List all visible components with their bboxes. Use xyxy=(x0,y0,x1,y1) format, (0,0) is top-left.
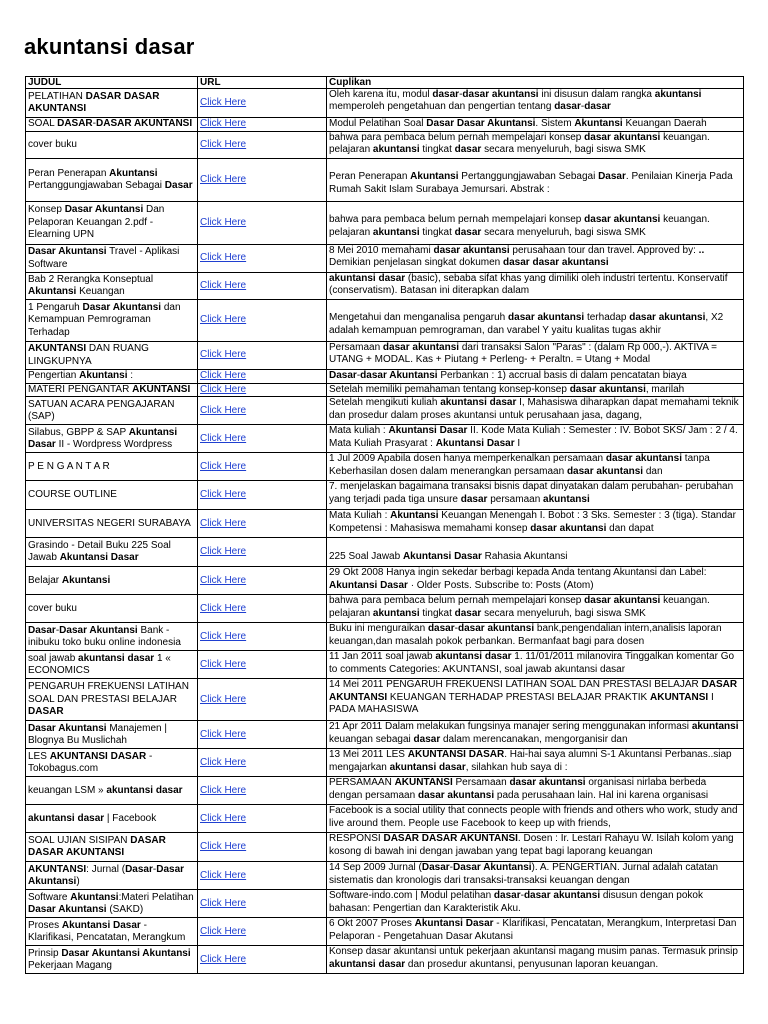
click-here-link[interactable]: Click Here xyxy=(200,384,247,395)
click-here-link[interactable]: Click Here xyxy=(200,314,247,326)
table-row xyxy=(26,777,744,805)
row-judul: Peran Penerapan Akuntansi Pertanggungjawaban Sebagai Dasar xyxy=(26,159,198,202)
table-row xyxy=(26,425,744,453)
row-judul: UNIVERSITAS NEGERI SURABAYA xyxy=(26,510,198,538)
row-url-cell xyxy=(198,132,327,159)
row-judul: 1 Pengaruh Dasar Akuntansi dan Kemampuan Pemrograman Terhadap xyxy=(26,300,198,342)
click-here-link[interactable]: Click Here xyxy=(200,546,247,558)
click-here-link[interactable]: Click Here xyxy=(200,602,247,614)
row-url-cell xyxy=(198,946,327,974)
row-judul: Belajar Akuntansi xyxy=(26,567,198,595)
column-header-url: URL xyxy=(198,77,327,89)
row-url-cell xyxy=(198,510,327,538)
row-url-cell xyxy=(198,749,327,777)
row-url-cell xyxy=(198,89,327,118)
table-row xyxy=(26,245,744,273)
row-url-cell xyxy=(198,481,327,510)
click-here-link[interactable]: Click Here xyxy=(200,953,247,965)
table-row xyxy=(26,89,744,118)
row-judul: Bab 2 Rerangka Konseptual Akuntansi Keuangan xyxy=(26,273,198,300)
row-judul: cover buku xyxy=(26,132,198,159)
row-cuplikan: Dasar-dasar Akuntansi Perbankan : 1) accrual basis di dalam pencatatan biaya xyxy=(327,370,744,384)
click-here-link[interactable]: Click Here xyxy=(200,173,247,185)
table-row xyxy=(26,946,744,974)
row-cuplikan: akuntansi dasar (basic), sebaba sifat khas yang dimiliki oleh industri tertentu. Konservatif (conservatism). Batasan ini diterapkan dalam xyxy=(327,273,744,300)
click-here-link[interactable]: Click Here xyxy=(200,349,247,361)
row-url-cell xyxy=(198,342,327,370)
column-header-judul: JUDUL xyxy=(26,77,198,89)
row-judul: akuntansi dasar | Facebook xyxy=(26,805,198,833)
row-url-cell xyxy=(198,425,327,453)
row-judul: P E N G A N T A R xyxy=(26,453,198,481)
row-cuplikan: 7. menjelaskan bagaimana transaksi bisnis dapat dinyatakan dalam perubahan- perubahan yang terjadi pada tiga unsure dasar persamaan akuntansi xyxy=(327,481,744,510)
click-here-link[interactable]: Click Here xyxy=(200,517,247,529)
row-cuplikan: Mata Kuliah : Akuntansi Keuangan Menengah I. Bobot : 3 Sks. Semester : 3 (tiga). Standar Kompetensi : Mahasiswa memahami konsep dasar akuntansi dan dapat xyxy=(327,510,744,538)
row-url-cell xyxy=(198,118,327,132)
table-row xyxy=(26,567,744,595)
row-url-cell xyxy=(198,651,327,679)
row-cuplikan: 6 Okt 2007 Proses Akuntansi Dasar - Klarifikasi, Pencatatan, Merangkum, Interpretasi Dan Pelaporan - Pengetahuan Dasar Akutansi xyxy=(327,918,744,946)
table-row xyxy=(26,510,744,538)
row-cuplikan: bahwa para pembaca belum pernah mempelajari konsep dasar akuntansi keuangan. pelajaran akuntansi tingkat dasar secara menyeluruh, bagi siswa SMK xyxy=(327,595,744,623)
row-cuplikan: 8 Mei 2010 memahami dasar akuntansi perusahaan tour dan travel. Approved by: .. Demikian penjelasan singkat dokumen dasar dasar akuntansi xyxy=(327,245,744,273)
click-here-link[interactable]: Click Here xyxy=(200,279,247,291)
table-row xyxy=(26,342,744,370)
row-judul: AKUNTANSI DAN RUANG LINGKUPNYA xyxy=(26,342,198,370)
row-cuplikan: Mengetahui dan menganalisa pengaruh dasar akuntansi terhadap dasar akuntansi, X2 adalah kemampuan pemrograman, dan varabel Y yaitu kualitas tugas akhir xyxy=(327,300,744,342)
row-judul: Silabus, GBPP & SAP Akuntansi Dasar II - Wordpress Wordpress xyxy=(26,425,198,453)
table-row xyxy=(26,202,744,245)
row-cuplikan: Mata kuliah : Akuntansi Dasar II. Kode Mata Kuliah : Semester : IV. Bobot SKS/ Jam : 2 / 4. Mata Kuliah Prasyarat : Akuntansi Dasar I xyxy=(327,425,744,453)
row-judul: SOAL UJIAN SISIPAN DASAR DASAR AKUNTANSI xyxy=(26,833,198,862)
row-url-cell xyxy=(198,567,327,595)
row-url-cell xyxy=(198,595,327,623)
row-judul: Grasindo - Detail Buku 225 Soal Jawab Akuntansi Dasar xyxy=(26,538,198,567)
row-cuplikan: 13 Mei 2011 LES AKUNTANSI DASAR. Hai-hai saya alumni S-1 Akuntansi Perbanas..siap mengajarkan akuntansi dasar, silahkan hub saya di : xyxy=(327,749,744,777)
row-judul: Software Akuntansi:Materi Pelatihan Dasar Akuntansi (SAKD) xyxy=(26,890,198,918)
row-url-cell xyxy=(198,721,327,749)
row-cuplikan: Software-indo.com | Modul pelatihan dasar-dasar akuntansi disusun dengan pokok bahasan: Pengertian dan Karakteristik Aku. xyxy=(327,890,744,918)
row-cuplikan: Persamaan dasar akuntansi dari transaksi Salon "Paras" : (dalam Rp 000,-). AKTIVA = UTANG + MODAL. Kas + Piutang + Perleng- + Peraltn. = Utang + Modal xyxy=(327,342,744,370)
row-url-cell xyxy=(198,273,327,300)
row-judul: LES AKUNTANSI DASAR - Tokobagus.com xyxy=(26,749,198,777)
row-cuplikan: 29 Okt 2008 Hanya ingin sekedar berbagi kepada Anda tentang Akuntansi dan Label: Akuntansi Dasar · Older Posts. Subscribe to: Posts (Atom) xyxy=(327,567,744,595)
row-cuplikan: 11 Jan 2011 soal jawab akuntansi dasar 1. 11/01/2011 milanovira Tinggalkan komentar Go to comments Categories: AKUNTANSI, soal jawab akuntansi dasar xyxy=(327,651,744,679)
table-row xyxy=(26,370,744,384)
table-row xyxy=(26,918,744,946)
click-here-link[interactable]: Click Here xyxy=(200,693,247,705)
row-judul: Dasar-Dasar Akuntansi Bank - inibuku toko buku online indonesia xyxy=(26,623,198,651)
table-row xyxy=(26,749,744,777)
row-judul: SATUAN ACARA PENGAJARAN (SAP) xyxy=(26,397,198,425)
row-judul: Proses Akuntansi Dasar - Klarifikasi, Pencatatan, Merangkum xyxy=(26,918,198,946)
click-here-link[interactable]: Click Here xyxy=(200,630,247,642)
click-here-link[interactable]: Click Here xyxy=(200,370,247,382)
table-row xyxy=(26,159,744,202)
row-judul: Dasar Akuntansi Manajemen | Blognya Bu Muslichah xyxy=(26,721,198,749)
row-judul: Prinsip Dasar Akuntansi Akuntansi Pekerjaan Magang xyxy=(26,946,198,974)
row-url-cell xyxy=(198,300,327,342)
table-row xyxy=(26,397,744,425)
click-here-link[interactable]: Click Here xyxy=(200,925,247,937)
row-url-cell xyxy=(198,453,327,481)
row-url-cell xyxy=(198,890,327,918)
click-here-link[interactable]: Click Here xyxy=(200,574,247,586)
row-judul: AKUNTANSI: Jurnal (Dasar-Dasar Akuntansi) xyxy=(26,862,198,890)
click-here-link[interactable]: Click Here xyxy=(200,432,247,444)
table-row xyxy=(26,538,744,567)
page-title: akuntansi dasar xyxy=(24,34,195,59)
click-here-link[interactable]: Click Here xyxy=(200,489,247,501)
row-judul: PELATIHAN DASAR DASAR AKUNTANSI xyxy=(26,89,198,118)
table-body xyxy=(26,89,744,974)
row-url-cell xyxy=(198,805,327,833)
click-here-link[interactable]: Click Here xyxy=(200,841,247,853)
row-url-cell xyxy=(198,679,327,721)
table-row xyxy=(26,453,744,481)
row-cuplikan: Peran Penerapan Akuntansi Pertanggungjawaban Sebagai Dasar. Penilaian Kinerja Pada Rumah Sakit Islam Surabaya Jemursari. Abstrak : xyxy=(327,159,744,202)
click-here-link[interactable]: Click Here xyxy=(200,96,247,108)
row-cuplikan: Facebook is a social utility that connects people with friends and others who work, study and live around them. People use Facebook to keep up with friends, xyxy=(327,805,744,833)
row-judul: keuangan LSM » akuntansi dasar xyxy=(26,777,198,805)
row-judul: MATERI PENGANTAR AKUNTANSI xyxy=(26,384,198,397)
click-here-link[interactable]: Click Here xyxy=(200,728,247,740)
table-row xyxy=(26,481,744,510)
click-here-link[interactable]: Click Here xyxy=(200,897,247,909)
table-row xyxy=(26,384,744,397)
row-url-cell xyxy=(198,159,327,202)
table-row xyxy=(26,862,744,890)
row-cuplikan: 14 Sep 2009 Jurnal (Dasar-Dasar Akuntansi). A. PENGERTIAN. Jurnal adalah catatan sistematis dan kronologis dari transaksi-transaksi keuangan dengan xyxy=(327,862,744,890)
row-cuplikan: Oleh karena itu, modul dasar-dasar akuntansi ini disusun dalam rangka akuntansi memperoleh pengetahuan dan pengertian tentang dasar-dasar xyxy=(327,89,744,118)
row-judul: soal jawab akuntansi dasar 1 « ECONOMICS xyxy=(26,651,198,679)
table-header-row xyxy=(26,77,744,89)
row-cuplikan: RESPONSI DASAR DASAR AKUNTANSI. Dosen : Ir. Lestari Rahayu W. Isilah kolom yang kosong di bawah ini dengan jawaban yang tepat bagi laporang keuangan xyxy=(327,833,744,862)
row-judul: cover buku xyxy=(26,595,198,623)
row-judul: PENGARUH FREKUENSI LATIHAN SOAL DAN PRESTASI BELAJAR DASAR xyxy=(26,679,198,721)
row-judul: SOAL DASAR-DASAR AKUNTANSI xyxy=(26,118,198,132)
row-cuplikan: Buku ini menguraikan dasar-dasar akuntansi bank,pengendalian intern,analisis laporan keuangan,dan masalah pokok perbankan. Bermanfaat bagi para dosen xyxy=(327,623,744,651)
table-row xyxy=(26,300,744,342)
row-judul: COURSE OUTLINE xyxy=(26,481,198,510)
table-row xyxy=(26,890,744,918)
row-url-cell xyxy=(198,370,327,384)
row-cuplikan: bahwa para pembaca belum pernah mempelajari konsep dasar akuntansi keuangan. pelajaran akuntansi tingkat dasar secara menyeluruh, bagi siswa SMK xyxy=(327,202,744,245)
click-here-link[interactable]: Click Here xyxy=(200,216,247,228)
row-cuplikan: 1 Jul 2009 Apabila dosen hanya memperkenalkan persamaan dasar akuntansi tanpa Keberhasilan dosen dalam menerangkan persamaan dasar akuntansi dan xyxy=(327,453,744,481)
row-cuplikan: Setelah mengikuti kuliah akuntansi dasar I, Mahasiswa diharapkan dapat memahami teknik dan prosedur dalam proses akuntansi untuk perusahaan jasa, dagang, xyxy=(327,397,744,425)
click-here-link[interactable]: Click Here xyxy=(200,460,247,472)
click-here-link[interactable]: Click Here xyxy=(200,118,247,130)
click-here-link[interactable]: Click Here xyxy=(200,869,247,881)
row-judul: Konsep Dasar Akuntansi Dan Pelaporan Keuangan 2.pdf - Elearning UPN xyxy=(26,202,198,245)
row-url-cell xyxy=(198,384,327,397)
table-row xyxy=(26,623,744,651)
table-row xyxy=(26,721,744,749)
table-row xyxy=(26,805,744,833)
row-cuplikan: Konsep dasar akuntansi untuk pekerjaan akuntansi magang musim panas. Termasuk prinsip akuntansi dasar dan prosedur akuntansi, penyusunan laporan keuangan. xyxy=(327,946,744,974)
click-here-link[interactable]: Click Here xyxy=(200,252,247,264)
click-here-link[interactable]: Click Here xyxy=(200,138,247,150)
table-row xyxy=(26,132,744,159)
row-judul: Dasar Akuntansi Travel - Aplikasi Software xyxy=(26,245,198,273)
table-row xyxy=(26,118,744,132)
row-url-cell xyxy=(198,777,327,805)
row-url-cell xyxy=(198,245,327,273)
row-cuplikan: bahwa para pembaca belum pernah mempelajari konsep dasar akuntansi keuangan. pelajaran akuntansi tingkat dasar secara menyeluruh, bagi siswa SMK xyxy=(327,132,744,159)
row-cuplikan: 21 Apr 2011 Dalam melakukan fungsinya manajer sering menggunakan informasi akuntansi keuangan sebagai dasar dalam merencanakan, mengorganisir dan xyxy=(327,721,744,749)
row-judul: Pengertian Akuntansi : xyxy=(26,370,198,384)
table-row xyxy=(26,273,744,300)
table-row xyxy=(26,833,744,862)
click-here-link[interactable]: Click Here xyxy=(200,404,247,416)
row-url-cell xyxy=(198,538,327,567)
click-here-link[interactable]: Click Here xyxy=(200,812,247,824)
table-row xyxy=(26,679,744,721)
click-here-link[interactable]: Click Here xyxy=(200,784,247,796)
row-url-cell xyxy=(198,918,327,946)
column-header-cuplikan: Cuplikan xyxy=(327,77,744,89)
row-url-cell xyxy=(198,397,327,425)
row-url-cell xyxy=(198,202,327,245)
table-row xyxy=(26,651,744,679)
row-cuplikan: PERSAMAAN AKUNTANSI Persamaan dasar akuntansi organisasi nirlaba berbeda dengan persamaan dasar akuntansi pada perusahaan lain. Hal ini karena organisasi xyxy=(327,777,744,805)
row-url-cell xyxy=(198,623,327,651)
row-url-cell xyxy=(198,833,327,862)
results-table xyxy=(25,76,744,974)
row-cuplikan: 14 Mei 2011 PENGARUH FREKUENSI LATIHAN SOAL DAN PRESTASI BELAJAR DASAR AKUNTANSI KEUANGAN TERHADAP PRESTASI BELAJAR PRAKTIK AKUNTANSI I PADA MAHASISWA xyxy=(327,679,744,721)
click-here-link[interactable]: Click Here xyxy=(200,756,247,768)
click-here-link[interactable]: Click Here xyxy=(200,658,247,670)
row-url-cell xyxy=(198,862,327,890)
row-cuplikan: Modul Pelatihan Soal Dasar Dasar Akuntansi. Sistem Akuntansi Keuangan Daerah xyxy=(327,118,744,132)
row-cuplikan: Setelah memiliki pemahaman tentang konsep-konsep dasar akuntansi, marilah xyxy=(327,384,744,397)
table-row xyxy=(26,595,744,623)
row-cuplikan: 225 Soal Jawab Akuntansi Dasar Rahasia Akuntansi xyxy=(327,538,744,567)
